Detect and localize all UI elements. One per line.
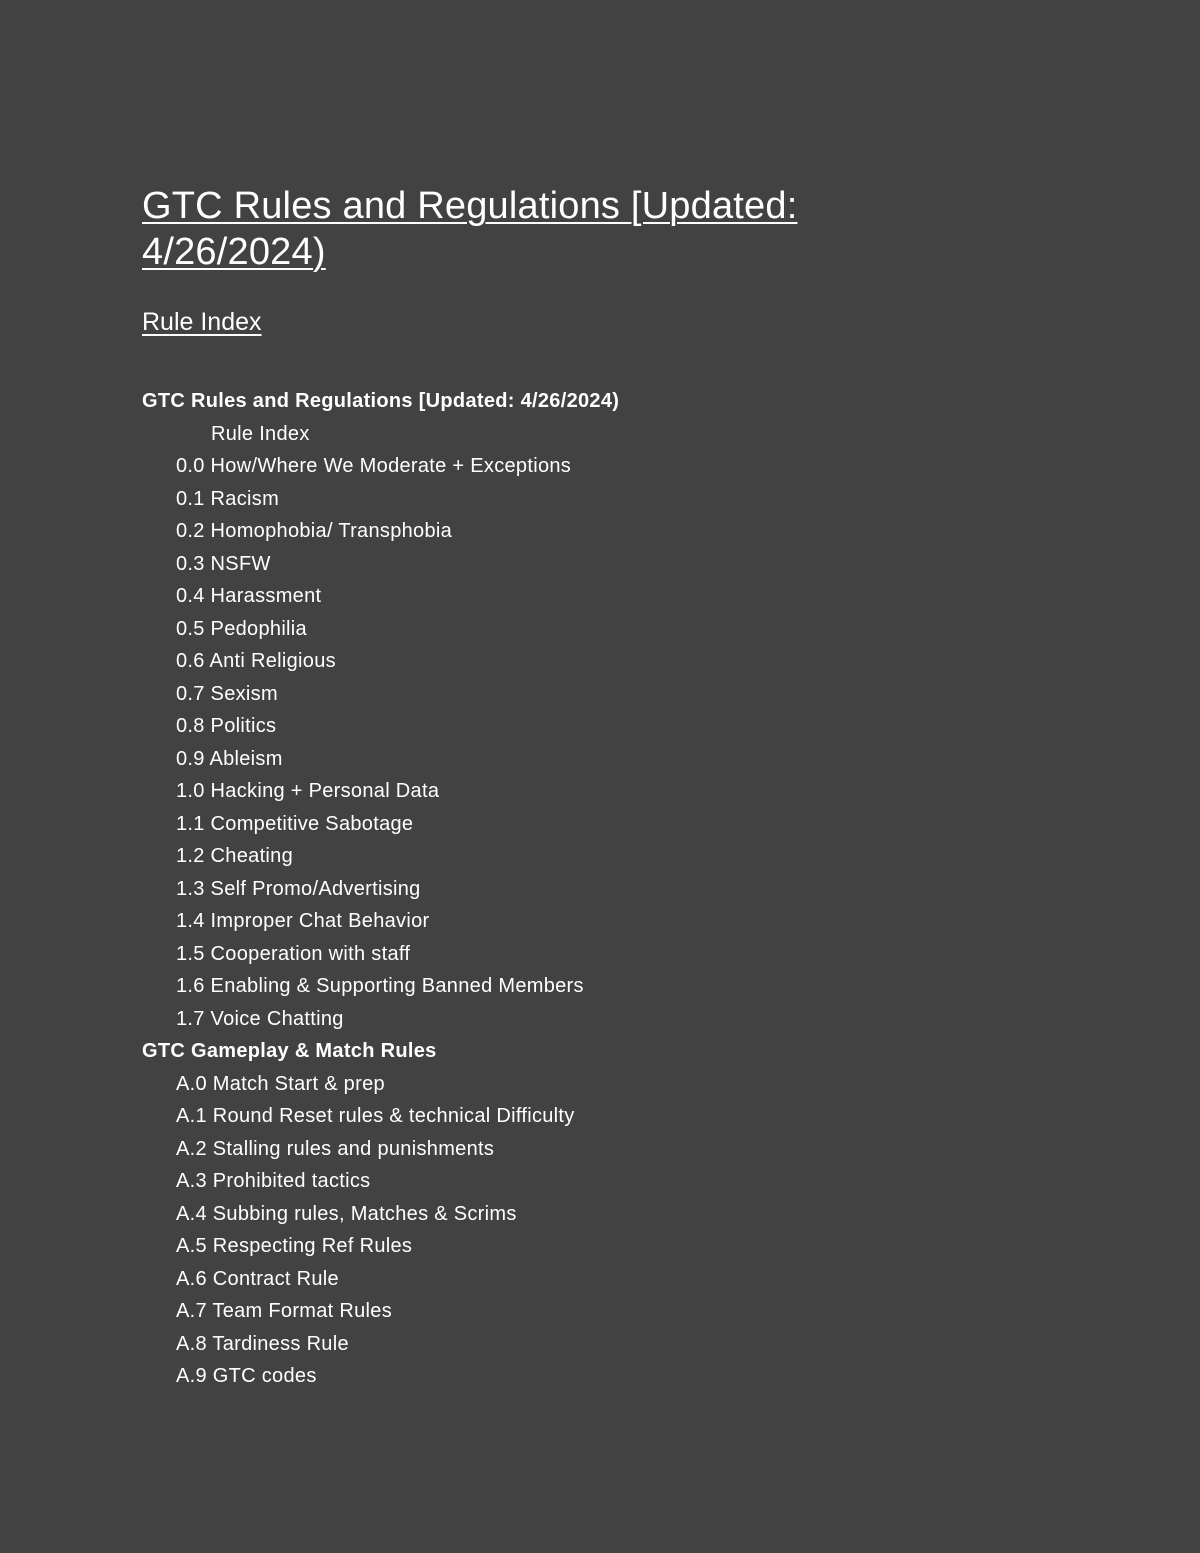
toc-item[interactable]: 0.7 Sexism (176, 682, 278, 705)
toc-item[interactable]: 1.7 Voice Chatting (176, 1007, 344, 1030)
toc-item[interactable]: A.1 Round Reset rules & technical Difficulty (176, 1105, 575, 1127)
toc-item[interactable]: A.7 Team Format Rules (176, 1300, 393, 1322)
toc-item[interactable]: 0.1 Racism (176, 487, 280, 510)
toc-item[interactable]: 1.2 Cheating (176, 845, 294, 867)
toc-item[interactable]: A.3 Prohibited tactics (176, 1170, 371, 1192)
toc-item[interactable]: 1.1 Competitive Sabotage (176, 812, 414, 835)
toc-item[interactable]: 0.5 Pedophilia (176, 617, 307, 640)
toc-section2-list (142, 1068, 1042, 1393)
toc-item[interactable]: A.5 Respecting Ref Rules (176, 1235, 413, 1257)
toc-item[interactable]: A.2 Stalling rules and punishments (176, 1137, 495, 1160)
table-of-contents (142, 385, 1042, 1393)
toc-item[interactable]: 0.6 Anti Religious (176, 650, 336, 672)
toc-item[interactable]: 1.5 Cooperation with staff (176, 942, 411, 965)
document-title: GTC Rules and Regulations [Updated: 4/26/2024) (142, 185, 798, 273)
toc-item[interactable]: A.9 GTC codes (176, 1365, 317, 1387)
toc-item[interactable]: 0.2 Homophobia/ Transphobia (176, 520, 453, 542)
toc-item[interactable]: A.8 Tardiness Rule (176, 1332, 349, 1355)
toc-item[interactable]: 1.4 Improper Chat Behavior (176, 910, 430, 932)
toc-rule-index[interactable]: Rule Index (211, 422, 310, 445)
rule-index-heading[interactable]: Rule Index (142, 308, 262, 336)
toc-item[interactable]: 1.0 Hacking + Personal Data (176, 780, 440, 802)
toc-item[interactable]: 1.6 Enabling & Supporting Banned Members (176, 975, 584, 997)
toc-item[interactable]: A.6 Contract Rule (176, 1267, 339, 1290)
toc-item[interactable]: 0.9 Ableism (176, 747, 283, 770)
toc-section1-list (142, 450, 1042, 1035)
toc-section-gameplay-match-rules[interactable]: GTC Gameplay & Match Rules (142, 1040, 437, 1062)
toc-item[interactable]: 0.4 Harassment (176, 585, 322, 607)
toc-section-rules-regulations[interactable]: GTC Rules and Regulations [Updated: 4/26/2024) (142, 390, 620, 412)
toc-item[interactable]: 0.3 NSFW (176, 552, 271, 575)
toc-item[interactable]: 0.0 How/Where We Moderate + Exceptions (176, 455, 572, 477)
toc-item[interactable]: 0.8 Politics (176, 715, 277, 737)
document-page (142, 183, 1102, 1387)
toc-item[interactable]: A.0 Match Start & prep (176, 1072, 385, 1095)
toc-item[interactable]: A.4 Subbing rules, Matches & Scrims (176, 1202, 517, 1225)
toc-item[interactable]: 1.3 Self Promo/Advertising (176, 877, 421, 900)
